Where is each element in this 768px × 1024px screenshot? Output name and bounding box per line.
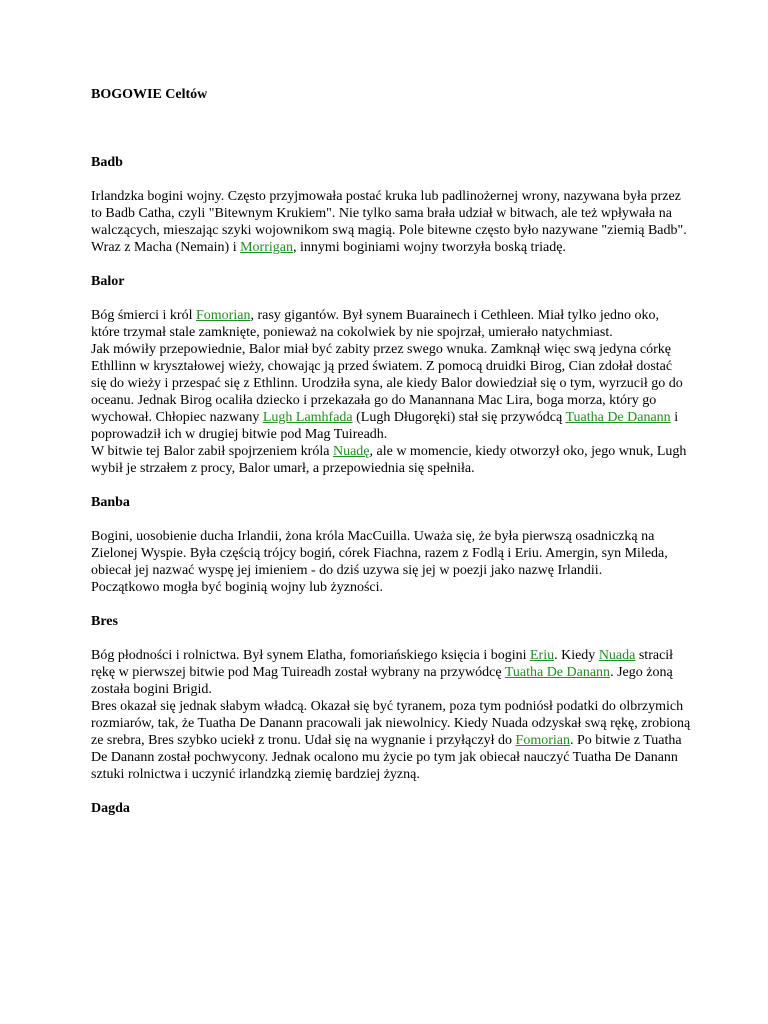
text-run: . Po bitwie z Tuatha De Danann został pochwycony. Jednak ocalono mu życie po tym jak obiecał nauczyć Tuatha De Danann sztuki rolnictwa i uczynić irlandzką ziemię bardziej żyzną. <box>91 733 682 782</box>
text-run: Bres okazał się jednak słabym władcą. Okazał się być tyranem, poza tym podniósł podatki do olbrzymich rozmiarów, tak, że Tuatha De Danann pracowali jak niewolnicy. Kiedy Nuada odzyskał swą rękę, zrobioną ze srebra, Bres szybko uciekł z tronu. Udał się na wygnanie i przyłączył do <box>91 699 691 748</box>
section-dagda <box>91 800 691 817</box>
link-tuatha-de-danann[interactable]: Tuatha De Danann <box>565 410 671 425</box>
section-heading: Badb <box>91 155 123 170</box>
link-eriu[interactable]: Eriu <box>529 648 555 663</box>
text-run: (Lugh Długoręki) stał się przywódcą <box>352 410 566 425</box>
section-badb <box>91 154 691 256</box>
section-heading: Dagda <box>91 801 130 816</box>
text-run: . Jego żoną została bogini Brigid. <box>91 665 673 697</box>
section-paragraph <box>91 188 691 239</box>
link-nuadę[interactable]: Nuadę <box>332 444 370 459</box>
link-tuatha-de-danann[interactable]: Tuatha De Danann <box>504 665 611 680</box>
section-paragraph <box>91 239 691 256</box>
text-run: , innymi boginiami wojny tworzyła boską triadę. <box>292 240 566 255</box>
text-run: stracił rękę w pierwszej bitwie pod Mag Tuireadh został wybrany na przywódcę <box>91 648 674 680</box>
section-heading: Balor <box>91 274 125 289</box>
text-run: Bóg płodności i rolnictwa. Był synem Elatha, fomoriańskiego księcia i bogini <box>91 648 530 663</box>
section-paragraph <box>91 307 691 341</box>
text-run: Irlandzka bogini wojny. Często przyjmowała postać kruka lub padlinożernej wrony, nazywana była przez to Badb Catha, czyli "Bitewnym Krukiem". Nie tylko sama brała udział w bitwach, ale też wpływała na walczących, mieszając szyki wojownikom swą magią. Pole bitewne często było nazywane "ziemią Badb". <box>91 189 687 238</box>
text-run: W bitwie tej Balor zabił spojrzeniem króla <box>91 444 333 459</box>
text-run: Wraz z Macha (Nemain) i <box>91 240 241 255</box>
link-fomorian[interactable]: Fomorian <box>515 733 570 748</box>
section-heading: Banba <box>91 495 130 510</box>
link-fomorian[interactable]: Fomorian <box>196 308 251 323</box>
text-run: , rasy gigantów. Był synem Buarainech i Cethleen. Miał tylko jedno oko, które trzymał stale zamknięte, ponieważ na cokolwiek by nie spojrzał, umierało natychmiast. <box>91 308 659 340</box>
section-paragraph <box>91 341 691 443</box>
text-run: . Kiedy <box>554 648 599 663</box>
section-bres <box>91 613 691 783</box>
document-title: BOGOWIE Celtów <box>91 87 208 102</box>
sections-container <box>91 154 691 817</box>
text-run: Początkowo mogła być boginią wojny lub żyzności. <box>91 580 383 595</box>
section-heading: Bres <box>91 614 118 629</box>
text-run: Jak mówiły przepowiednie, Balor miał być zabity przez swego wnuka. Zamknął więc swą jedyna córkę Ethllinn w kryształowej wieży, chowając ją przed światem. Z pomocą druidki Birog, Cian zdołał dostać się do wieży i przespać się z Ethlinn. Urodziła syna, ale kiedy Balor dowiedział się o tym, wyrzucił go do oceanu. Jednak Birog ocaliła dziecko i przekazała go do Manannana Mac Lira, boga morza, który go wychował. Chłopiec nazwany <box>91 342 683 425</box>
section-paragraph <box>91 528 691 579</box>
link-morrigan[interactable]: Morrigan <box>240 240 293 255</box>
text-run: Bóg śmierci i król <box>91 308 196 323</box>
text-run: Bogini, uosobienie ducha Irlandii, żona króla MacCuilla. Uważa się, że była pierwszą osadniczką na Zielonej Wyspie. Była częścią trójcy bogiń, córek Fiachna, razem z Fodlą i Eriu. Amergin, syn Mileda, obiecał jej nazwać wyspę jej imieniem - do dziś uzywa się jej w poezji jako nazwę Irlandii. <box>91 529 668 578</box>
section-paragraph <box>91 579 691 596</box>
section-paragraph <box>91 698 691 783</box>
document-page <box>91 86 691 817</box>
text-run: , ale w momencie, kiedy otworzył oko, jego wnuk, Lugh wybił je strzałem z procy, Balor umarł, a przepowiednia się spełniła. <box>91 444 687 476</box>
section-banba <box>91 494 691 596</box>
section-paragraph <box>91 647 691 698</box>
link-lugh-lamhfada[interactable]: Lugh Lamhfada <box>262 410 353 425</box>
link-nuada[interactable]: Nuada <box>598 648 636 663</box>
section-paragraph <box>91 443 691 477</box>
text-run: i poprowadził ich w drugiej bitwie pod Mag Tuireadh. <box>91 410 679 442</box>
section-balor <box>91 273 691 477</box>
